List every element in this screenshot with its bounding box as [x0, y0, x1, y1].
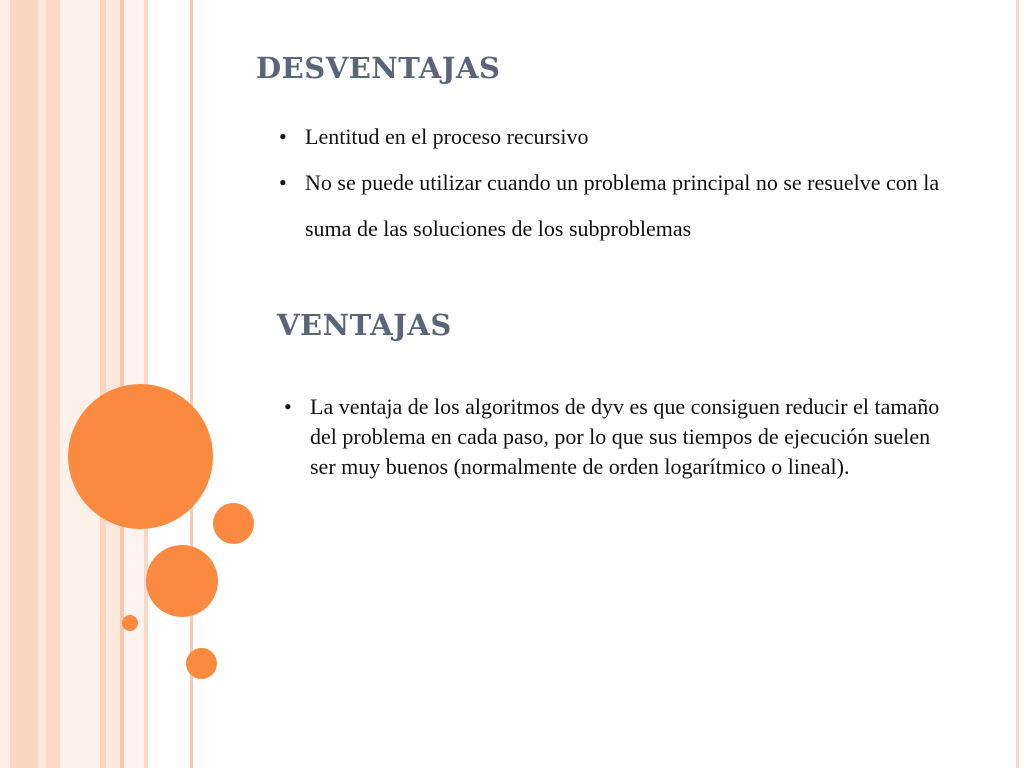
- decorative-stripe: [10, 0, 38, 768]
- desventajas-title: DESVENTAJAS: [256, 51, 501, 85]
- decorative-stripe: [46, 0, 60, 768]
- desventajas-list: [272, 114, 972, 252]
- list-item: • No se puede utilizar cuando un problema principal no se resuelve con la suma de las soluciones de los subproblemas: [272, 160, 972, 252]
- decorative-circle-medium: [146, 545, 218, 617]
- decorative-stripe: [38, 0, 46, 768]
- decorative-circle-tiny: [122, 615, 138, 631]
- list-item: • Lentitud en el proceso recursivo: [272, 114, 972, 160]
- decorative-stripe: [0, 0, 10, 768]
- decorative-circle-small: [213, 503, 254, 544]
- list-item: • La ventaja de los algoritmos de dyv es que consiguen reducir el tamaño del problema en cada paso, por lo que sus tiempos de ejecución suelen ser muy buenos (normalmente de orden logarítmico o lineal).: [277, 392, 957, 482]
- ventajas-list: [277, 392, 957, 482]
- decorative-stripe: [60, 0, 100, 768]
- decorative-circle-small: [186, 648, 217, 679]
- decorative-stripe-right: [1016, 0, 1019, 768]
- ventajas-title: VENTAJAS: [277, 308, 452, 342]
- decorative-stripe: [106, 0, 120, 768]
- decorative-circle-large: [68, 384, 213, 529]
